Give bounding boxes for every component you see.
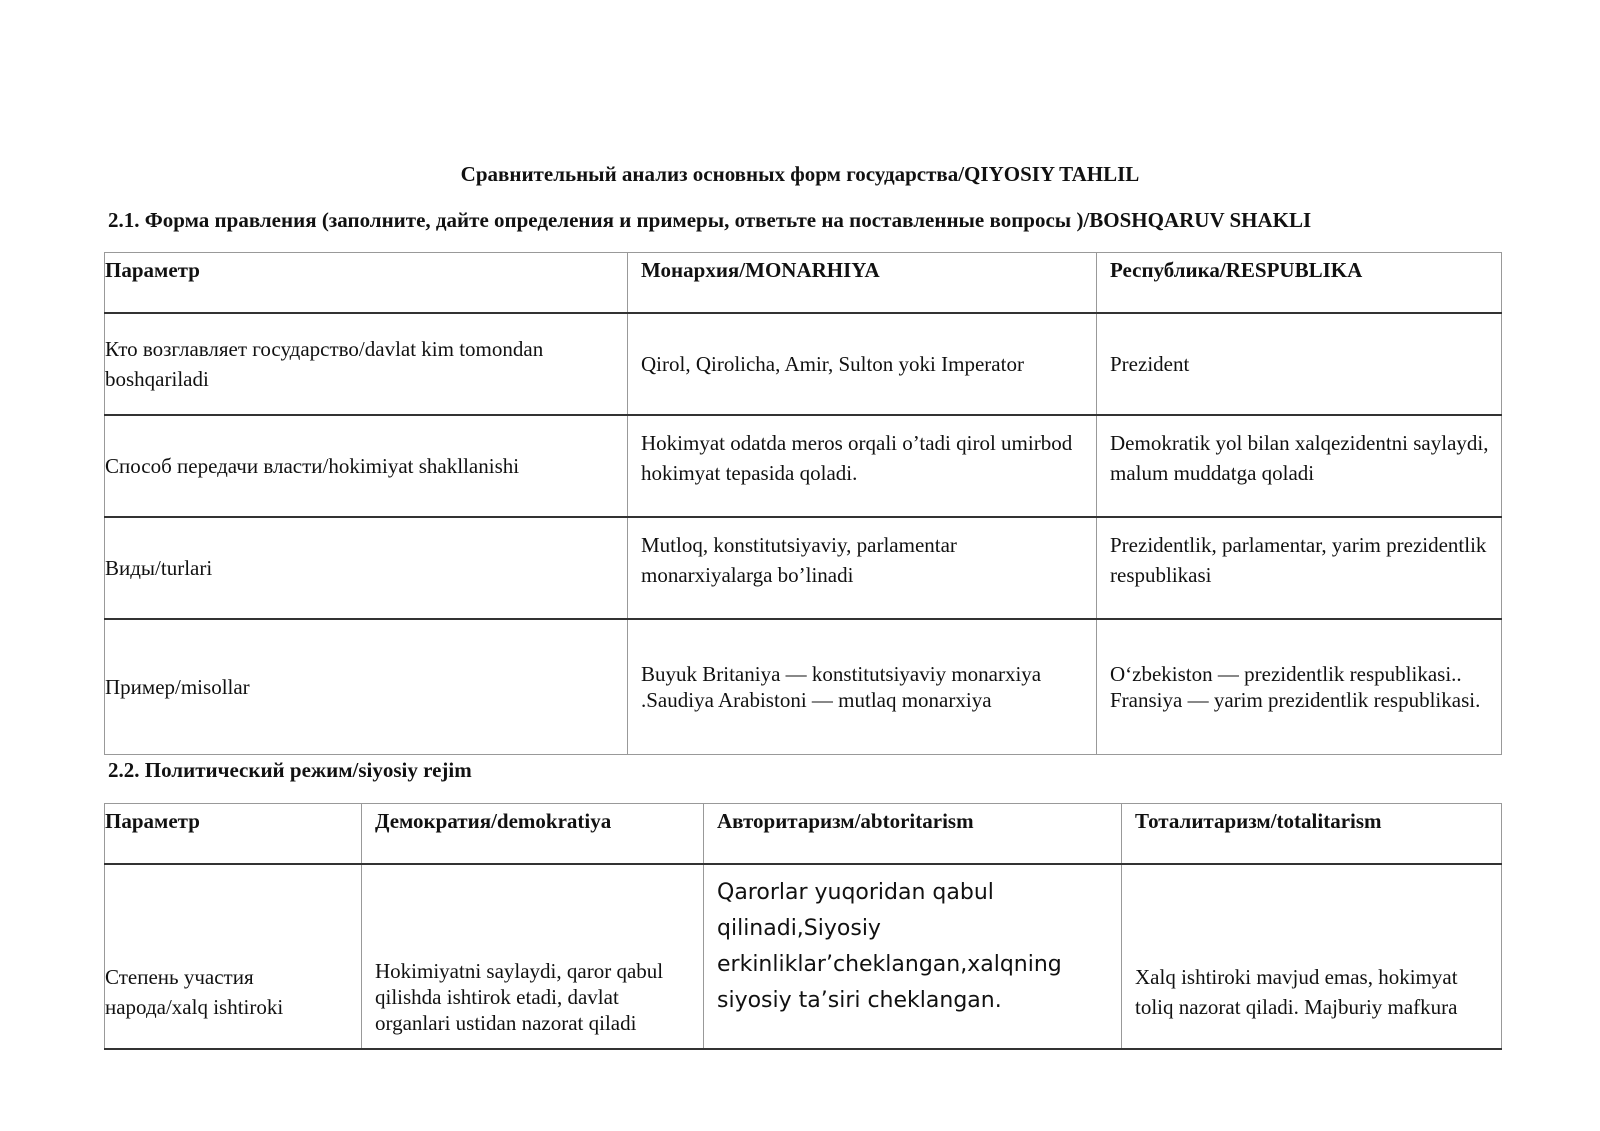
row-label-participation: Степень участия народа/xalq ishtiroki [105, 864, 362, 1049]
table-header-row [105, 253, 1502, 313]
document-title: Сравнительный анализ основных форм государства/QIYOSIY TAHLIL [460, 162, 1140, 186]
republic-cell: Prezidentlik, parlamentar, yarim prezidentlik respublikasi [1097, 517, 1502, 619]
table-row [105, 415, 1502, 517]
totalitarianism-cell: Xalq ishtiroki mavjud emas, hokimyat toliq nazorat qiladi. Majburiy mafkura [1122, 864, 1502, 1049]
row-label-examples: Пример/misollar [105, 619, 628, 755]
monarchy-cell: Qirol, Qirolicha, Amir, Sulton yoki Imperator [628, 313, 1097, 415]
table-row [105, 619, 1502, 755]
table-row [105, 864, 1502, 1049]
monarchy-cell: Mutloq, konstitutsiyaviy, parlamentar monarxiyalarga bo’linadi [628, 517, 1097, 619]
column-header-parameter: Параметр [105, 804, 362, 864]
table-header-row [105, 804, 1502, 864]
column-header-monarchy: Монархия/MONARHIYA [628, 253, 1097, 313]
column-header-parameter: Параметр [105, 253, 628, 313]
republic-cell: Demokratik yol bilan xalqezidentni saylaydi, malum muddatga qoladi [1097, 415, 1502, 517]
row-label-head-of-state: Кто возглавляет государство/davlat kim tomondan boshqariladi [105, 313, 628, 415]
column-header-democracy: Демократия/demokratiya [362, 804, 704, 864]
authoritarianism-cell: Qarorlar yuqoridan qabul qilinadi,Siyosiy erkinliklar’cheklangan,xalqning siyosiy ta’siri cheklangan. [704, 864, 1122, 1049]
row-label-types: Виды/turlari [105, 517, 628, 619]
table-row [105, 313, 1502, 415]
republic-cell: O‘zbekiston — prezidentlik respublikasi.. Fransiya — yarim prezidentlik respublikasi. [1097, 619, 1502, 755]
section-heading-government-form: 2.1. Форма правления (заполните, дайте определения и примеры, ответьте на поставленные вопросы )/BOSHQARUV SHAKLI [108, 208, 1312, 232]
row-label-power-transfer: Способ передачи власти/hokimiyat shakllanishi [105, 415, 628, 517]
table-row [105, 517, 1502, 619]
democracy-cell: Hokimiyatni saylaydi, qaror qabul qilishda ishtirok etadi, davlat organlari ustidan nazorat qiladi [362, 864, 704, 1049]
column-header-republic: Республика/RESPUBLIKA [1097, 253, 1502, 313]
government-form-table [104, 252, 1502, 755]
column-header-authoritarianism: Авторитаризм/abtoritarism [704, 804, 1122, 864]
monarchy-cell: Buyuk Britaniya — konstitutsiyaviy monarxiya .Saudiya Arabistoni — mutlaq monarxiya [628, 619, 1097, 755]
monarchy-cell: Hokimyat odatda meros orqali o’tadi qirol umirbod hokimyat tepasida qoladi. [628, 415, 1097, 517]
section-heading-political-regime: 2.2. Политический режим/siyosiy rejim [108, 758, 472, 782]
column-header-totalitarianism: Тоталитаризм/totalitarism [1122, 804, 1502, 864]
republic-cell: Prezident [1097, 313, 1502, 415]
political-regime-table [104, 803, 1502, 1050]
